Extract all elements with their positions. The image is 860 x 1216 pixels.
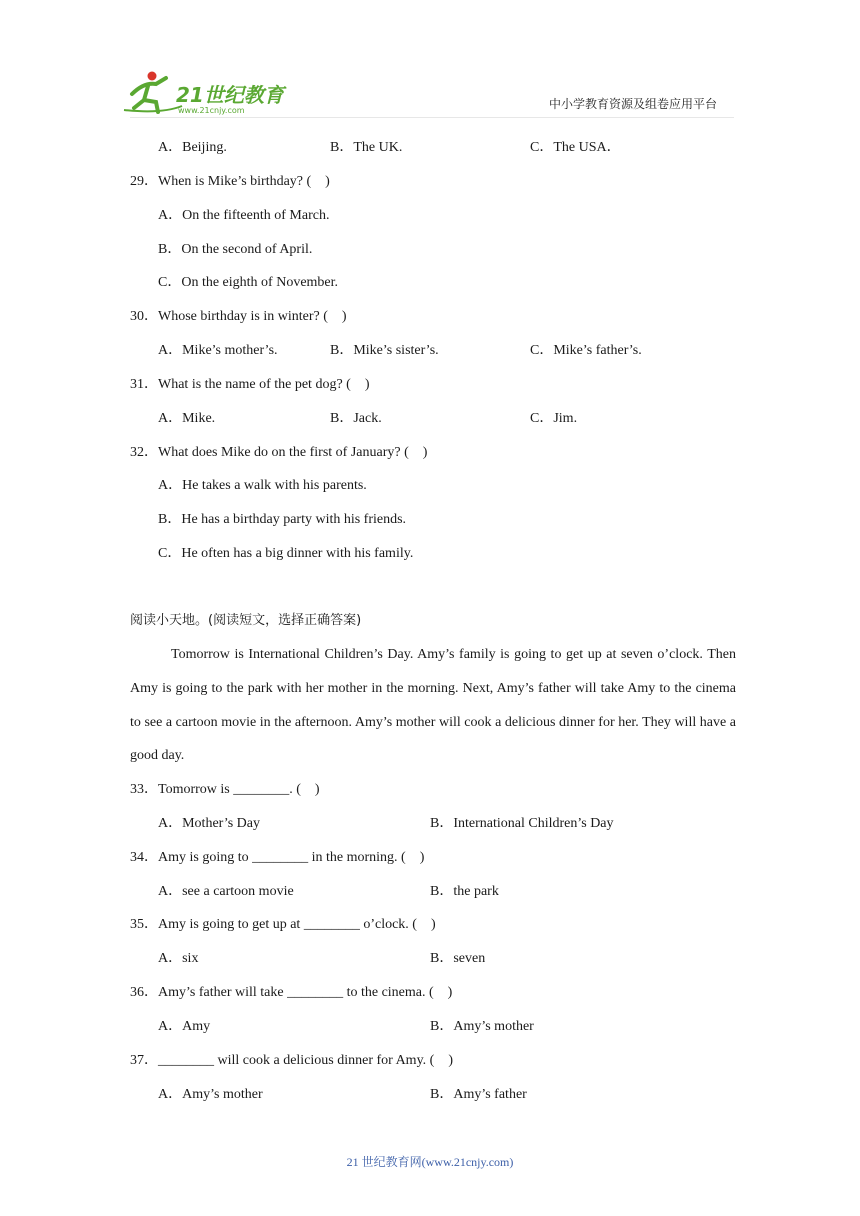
q31-question: 31．What is the name of the pet dog? ( ) [130,377,370,392]
site-logo [122,70,292,116]
q30-option-a: A．Mike’s mother’s. [158,343,278,358]
q36-question: 36．Amy’s father will take ________ to the cinema. ( ) [130,985,453,1000]
q32-option-a: A．He takes a walk with his parents. [158,478,367,493]
q30-option-b: B．Mike’s sister’s. [330,343,439,358]
q32-option-c: C．He often has a big dinner with his family. [158,546,414,561]
section-heading: 阅读小天地。(阅读短文，选择正确答案) [130,613,362,628]
q36-option-b: B．Amy’s mother [430,1019,534,1034]
reading-passage: Tomorrow is International Children’s Day. Amy’s family is going to get up at seven o’clock. Then Amy is going to the park with her mother in the morning. Next, Amy’s father will take Amy to the cinema to see a cartoon movie in the afternoon. Amy’s mother will cook a delicious dinner for her. They will have a good day. [130,647,736,764]
q32-question: 32．What does Mike do on the first of January? ( ) [130,445,428,460]
q37-option-b: B．Amy’s father [430,1087,527,1102]
q28-option-a: A．Beijing. [158,140,227,155]
q37-question: 37．________ will cook a delicious dinner for Amy. ( ) [130,1053,453,1068]
q30-option-c: C．Mike’s father’s. [530,343,642,358]
q33-option-b: B．International Children’s Day [430,816,614,831]
q34-option-a: A．see a cartoon movie [158,884,294,899]
q37-option-a: A．Amy’s mother [158,1087,263,1102]
q35-question: 35．Amy is going to get up at ________ o’clock. ( ) [130,917,436,932]
q28-option-b: B．The UK. [330,140,403,155]
svg-text:www.21cnjy.com: www.21cnjy.com [178,106,245,115]
q29-option-a: A．On the fifteenth of March. [158,208,330,223]
q31-option-a: A．Mike. [158,411,216,426]
q29-option-b: B．On the second of April. [158,242,313,257]
q30-question: 30．Whose birthday is in winter? ( ) [130,309,347,324]
svg-text:21世纪教育: 21世纪教育 [176,83,284,107]
q32-option-b: B．He has a birthday party with his friends. [158,512,407,527]
site-tagline: 中小学教育资源及组卷应用平台 [549,97,718,111]
q36-option-a: A．Amy [158,1019,211,1034]
q31-option-c: C．Jim. [530,411,578,426]
q35-option-a: A．six [158,951,199,966]
q34-question: 34．Amy is going to ________ in the morning. ( ) [130,850,425,865]
q33-option-a: A．Mother’s Day [158,816,261,831]
q33-question: 33．Tomorrow is ________. ( ) [130,782,320,797]
q35-option-b: B．seven [430,951,486,966]
footer-link[interactable]: 21 世纪教育网(www.21cnjy.com) [346,1155,514,1169]
q29-option-c: C．On the eighth of November. [158,275,339,290]
q29-question: 29．When is Mike’s birthday? ( ) [130,174,330,189]
header-divider [130,117,734,118]
q31-option-b: B．Jack. [330,411,382,426]
q34-option-b: B．the park [430,884,499,899]
q28-option-c: C．The USA． [530,140,621,155]
